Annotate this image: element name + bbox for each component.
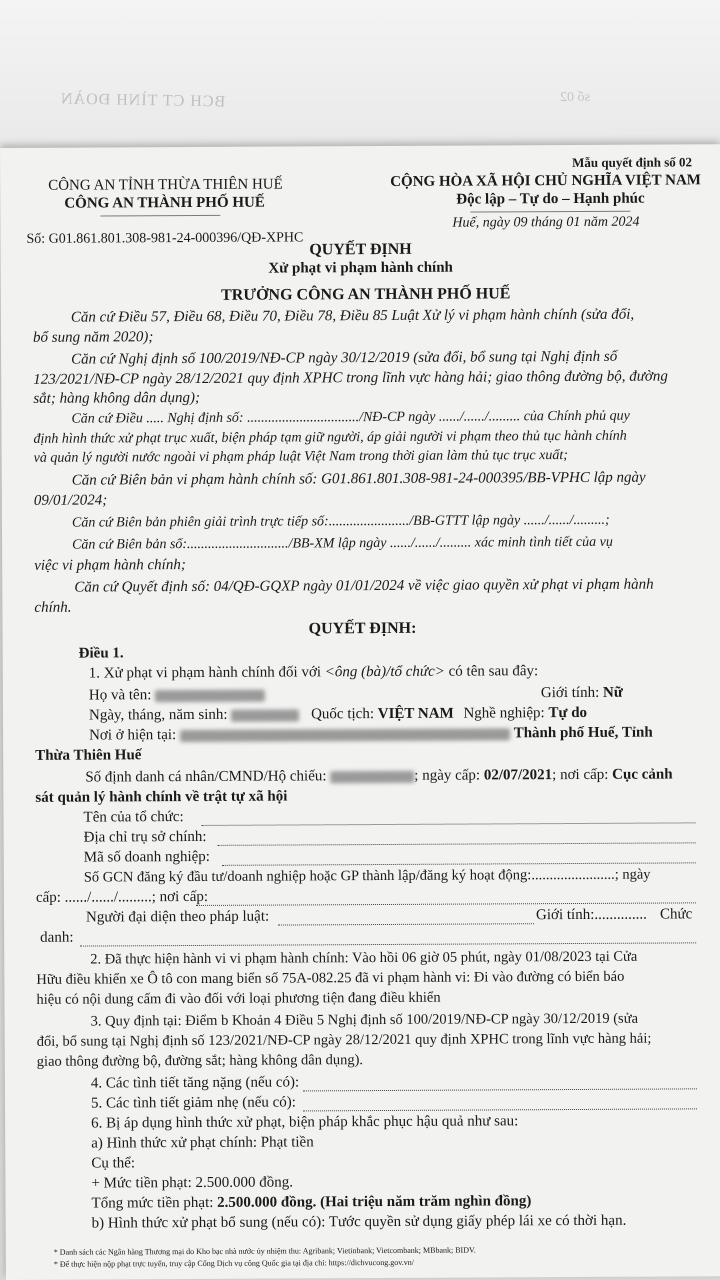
item-3-line-2: đổi, bổ sung tại Nghị định số 123/2021/NĐ-CP ngày 28/12/2021 quy định XPHC trong lĩnh vực hàng hải; xyxy=(36,1030,652,1050)
basis-line-14: Căn cứ Quyết định số: 04/QĐ-GQXP ngày 01/01/2024 về việc giao quyền xử phạt vi phạm hành xyxy=(74,576,654,596)
decision-number: Số: G01.861.801.308-981-24-000396/QĐ-XPHC xyxy=(26,230,304,247)
org-rep-title: Chức xyxy=(659,906,693,923)
item-4-dots xyxy=(303,1088,697,1092)
nationality-value: VIỆT NAM xyxy=(377,705,454,723)
org-issued-label: cấp: ....../....../.........; nơi cấp: xyxy=(35,888,209,906)
place-date: Huế, ngày 09 tháng 01 năm 2024 xyxy=(452,214,640,231)
basis-line-10: 09/01/2024; xyxy=(33,492,108,509)
job-value: Tự do xyxy=(548,704,588,722)
total-fine xyxy=(91,1193,531,1212)
item-3-line-1: 3. Quy định tại: Điểm b Khoản 4 Điều 5 Nghị định số 100/2019/NĐ-CP ngày 30/12/2019 (sửa xyxy=(90,1010,639,1030)
country-name: CỘNG HÒA XÃ HỘI CHỦ NGHĨA VIỆT NAM xyxy=(390,172,701,190)
basis-line-11: Căn cứ Biên bản phiên giải trình trực tiếp số:......................./BB-GTTT lập ngày ....../....../.........; xyxy=(71,512,610,531)
gender-row xyxy=(541,685,623,702)
address-line-2: Thừa Thiên Huế xyxy=(35,747,142,764)
address-row xyxy=(89,725,653,745)
basis-line-12: Căn cứ Biên bản số:............................./BB-XM lập ngày ....../....../......... xác minh tình tiết của vụ xyxy=(72,534,613,553)
bleed-through-text: BCH CT TÌNH ĐOÀN xyxy=(59,90,226,111)
basis-line-3: Căn cứ Nghị định số 100/2019/NĐ-CP ngày 30/12/2019 (sửa đổi, bổ sung tại Nghị định số xyxy=(71,348,618,368)
decision-heading: QUYẾT ĐỊNH: xyxy=(308,619,417,638)
issue-place-line-2: sát quản lý hành chính về trật tự xã hội xyxy=(35,788,288,806)
item-2-line-2: Hữu điều khiển xe Ô tô con mang biển số 75A-082.25 đã vi phạm hành vi: Đi vào đường có biển báo xyxy=(36,968,625,988)
item-2-line-1: 2. Đã thực hiện hành vi vi phạm hành chính: Vào hồi 06 giờ 05 phút, ngày 01/08/2023 tại Cửa xyxy=(90,948,638,968)
issue-date: 02/07/2021 xyxy=(483,767,553,784)
gender-value: Nữ xyxy=(602,684,623,701)
basis-line-15: chính. xyxy=(34,599,72,616)
item-1-lead: 1. Xử phạt vi phạm hành chính đối với xyxy=(88,664,325,682)
org-rep-label: Người đại diện theo pháp luật: xyxy=(85,908,270,926)
agency-parent: CÔNG AN TỈNH THỪA THIÊN HUẾ xyxy=(48,176,283,194)
form-number: Mẫu quyết định số 02 xyxy=(572,154,693,171)
issue-place-label: ; nơi cấp: xyxy=(552,766,609,784)
org-name-dots xyxy=(202,822,696,827)
basis-line-5: sắt; hàng không dân dụng); xyxy=(33,389,201,407)
item-6: 6. Bị áp dụng hình thức xử phạt, biện pháp khắc phục hậu quả như sau: xyxy=(91,1113,519,1132)
name-label: Họ và tên: xyxy=(88,687,152,704)
background-page xyxy=(0,0,720,150)
org-address-dots xyxy=(218,842,696,847)
id-row xyxy=(85,766,672,786)
footnote-2: * Để thực hiện nộp phạt trực tuyến, truy cập Cổng Dịch vụ công Quốc gia tại địa chỉ: https://dichvucong.gov.vn/ xyxy=(53,1257,414,1269)
job-label: Nghề nghiệp: xyxy=(463,705,545,722)
fine-amount: + Mức tiền phạt: 2.500.000 đồng. xyxy=(91,1174,294,1192)
item-3-line-3: giao thông đường bộ, đường sắt; hàng không dân dụng). xyxy=(36,1052,364,1070)
item-5: 5. Các tình tiết giảm nhẹ (nếu có): xyxy=(90,1094,296,1112)
redacted-name xyxy=(155,689,265,702)
item-5-dots xyxy=(303,1108,697,1112)
item-1-subject: <ông (bà)/tổ chức> xyxy=(324,663,445,681)
org-code-label: Mã số doanh nghiệp: xyxy=(83,848,210,866)
item-2-line-3: hiệu có nội dung cấm đi vào đối với loại phương tiện đang điều khiển xyxy=(36,989,441,1008)
item-1 xyxy=(89,663,539,682)
total-fine-label: Tổng mức tiền phạt: xyxy=(91,1194,218,1212)
footnote-1: * Danh sách các Ngân hàng Thương mại do Kho bạc nhà nước ủy nhiệm thu: Agribank; Vietinbank; Vietcombank; MBbank; BIDV. xyxy=(53,1245,476,1257)
address-label: Nơi ở hiện tại: xyxy=(89,727,177,744)
issuer-title: TRƯỞNG CÔNG AN THÀNH PHỐ HUẾ xyxy=(221,285,511,304)
agency-underline xyxy=(100,215,220,217)
decision-document xyxy=(0,144,720,1280)
nationality-label: Quốc tịch: xyxy=(311,706,375,723)
org-rep-title-line-2: danh: xyxy=(40,929,74,946)
motto-underline xyxy=(470,211,630,213)
name-row xyxy=(89,687,265,705)
bleed-through-text-right: số 02 xyxy=(560,90,590,105)
basis-line-2: bổ sung năm 2020); xyxy=(32,329,154,346)
item-6a: a) Hình thức xử phạt chính: Phạt tiền xyxy=(91,1134,314,1152)
issue-place: Cục cảnh xyxy=(612,766,673,783)
basis-line-4: 123/2021/NĐ-CP ngày 28/12/2021 quy định XPHC trong lĩnh vực hàng hải; giao thông đường bộ, đường xyxy=(33,368,668,388)
motto: Độc lập – Tự do – Hạnh phúc xyxy=(456,190,645,208)
total-fine-value: 2.500.000 đồng. (Hai triệu năm trăm nghìn đồng) xyxy=(217,1193,532,1211)
gender-label: Giới tính: xyxy=(540,684,600,702)
org-address-label: Địa chỉ trụ sở chính: xyxy=(83,828,207,846)
org-rep-dots xyxy=(278,923,534,926)
basis-line-8: và quản lý người nước ngoài vi phạm pháp luật Việt Nam trong thời gian làm thủ tục trục xuất; xyxy=(33,448,568,466)
basis-line-6: Căn cứ Điều ..... Nghị định số: ................................/NĐ-CP ngày ....../....../......... của Chính phủ quy xyxy=(71,408,630,427)
basis-line-7: định hình thức xử phạt trục xuất, biện pháp tạm giữ người, áp giải người vi phạm theo thủ tục hành chính xyxy=(33,428,627,447)
dob-label: Ngày, tháng, năm sinh: xyxy=(88,706,228,724)
redacted-dob xyxy=(231,709,299,721)
org-gcn-label: Số GCN đăng ký đầu tư/doanh nghiệp hoặc GP thành lập/đăng ký hoạt động:.......................; ngày xyxy=(83,866,651,886)
document-title: QUYẾT ĐỊNH xyxy=(309,240,412,259)
issue-date-label: ; ngày cấp: xyxy=(414,767,481,784)
org-title-dots xyxy=(80,942,696,947)
org-name-label: Tên của tổ chức: xyxy=(83,809,184,826)
address-city: Thành phố Huế, Tỉnh xyxy=(513,724,653,742)
item-4: 4. Các tình tiết tăng nặng (nếu có): xyxy=(90,1074,300,1092)
agency-name: CÔNG AN THÀNH PHỐ HUẾ xyxy=(64,194,265,212)
dob-row xyxy=(89,705,587,725)
item-6b: b) Hình thức xử phạt bổ sung (nếu có): Tước quyền sử dụng giấy phép lái xe có thời hạn. xyxy=(91,1212,627,1232)
id-label: Số định danh cá nhân/CMND/Hộ chiếu: xyxy=(85,768,327,786)
article-1: Điều 1. xyxy=(78,645,124,662)
redacted-address xyxy=(180,728,510,742)
org-rep-gender: Giới tính:.............. xyxy=(535,906,647,924)
detail-label: Cụ thể: xyxy=(91,1155,136,1172)
basis-line-1: Căn cứ Điều 57, Điều 68, Điều 70, Điều 78, Điều 85 Luật Xử lý vi phạm hành chính (sửa đổi, xyxy=(70,306,635,326)
basis-line-13: việc vi phạm hành chính; xyxy=(34,557,186,574)
item-1-tail: có tên sau đây: xyxy=(444,663,539,680)
document-subtitle: Xử phạt vi phạm hành chính xyxy=(268,259,453,277)
redacted-id xyxy=(330,770,414,782)
basis-line-9: Căn cứ Biên bản vi phạm hành chính số: G01.861.801.308-981-24-000395/BB-VPHC lập ngày xyxy=(71,469,646,489)
